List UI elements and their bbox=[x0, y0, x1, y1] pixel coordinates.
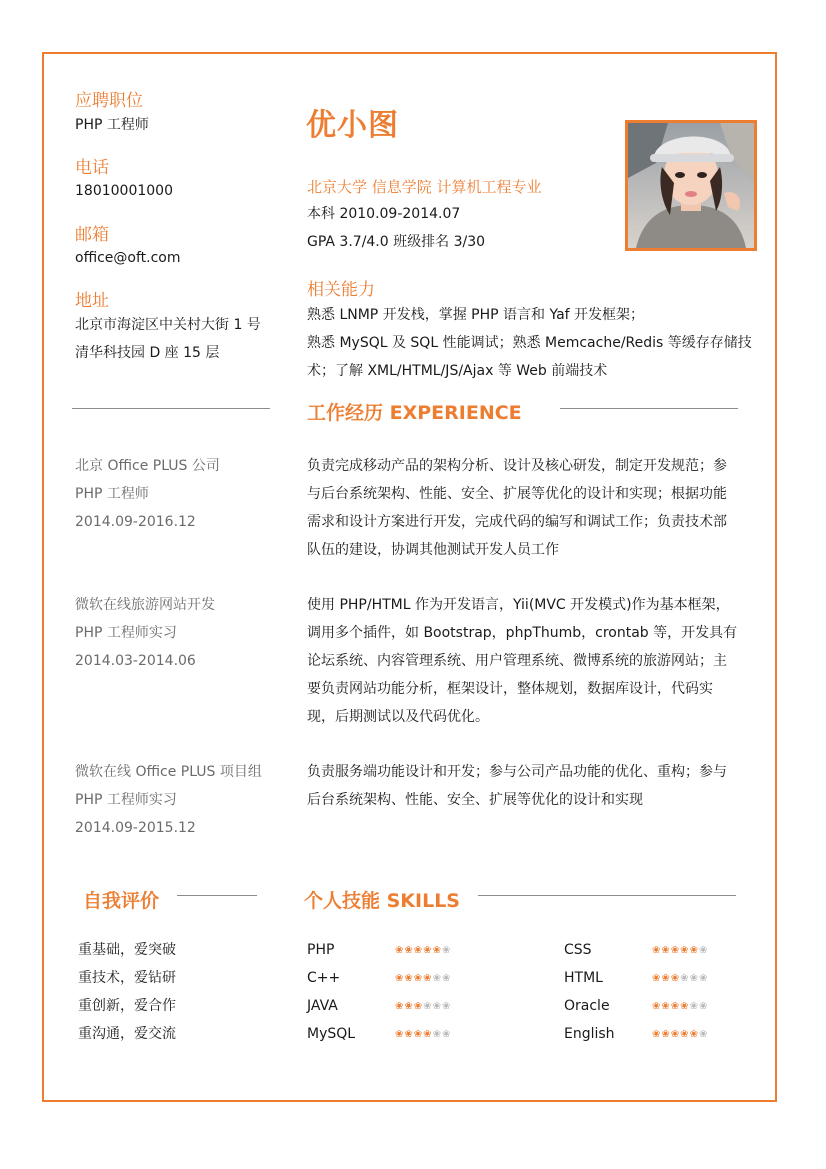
rating-empty-icon: ❀ bbox=[689, 973, 699, 984]
rating-empty-icon: ❀ bbox=[432, 973, 442, 984]
skill-java: JAVA bbox=[307, 998, 338, 1014]
self-eval-item-2: 重技术，爱钻研 bbox=[78, 970, 176, 986]
skill-mysql-rating bbox=[395, 1029, 451, 1040]
rating-filled-icon: ❀ bbox=[670, 945, 681, 956]
skill-english-rating bbox=[652, 1029, 708, 1040]
email-label: 邮箱 bbox=[75, 225, 109, 245]
gpa-line: GPA 3.7/4.0 班级排名 3/30 bbox=[307, 234, 486, 250]
exp-2-period: 2014.03-2014.06 bbox=[75, 653, 196, 669]
skills-title: 个人技能 SKILLS bbox=[304, 890, 460, 912]
rating-filled-icon: ❀ bbox=[652, 1001, 662, 1012]
skill-mysql: MySQL bbox=[307, 1026, 356, 1042]
divider-right bbox=[560, 408, 738, 409]
rating-filled-icon: ❀ bbox=[404, 945, 414, 956]
divider-left bbox=[72, 408, 270, 409]
address-line-1: 北京市海淀区中关村大街 1 号 bbox=[75, 317, 261, 333]
rating-filled-icon: ❀ bbox=[423, 1029, 433, 1040]
exp-1-period: 2014.09-2016.12 bbox=[75, 514, 196, 530]
skill-css-rating bbox=[652, 945, 708, 956]
rating-filled-icon: ❀ bbox=[413, 1029, 424, 1040]
rating-filled-icon: ❀ bbox=[395, 945, 405, 956]
self-eval-item-3: 重创新，爱合作 bbox=[78, 998, 176, 1014]
exp-1-description: 负责完成移动产品的架构分析、设计及核心研发，制定开发规范；参与后台系统架构、性能、安全、扩展等优化的设计和实现；根据功能需求和设计方案进行开发，完成代码的编写和调试工作；负责技术部队伍的建设，协调其他测试开发人员工作 bbox=[307, 458, 727, 558]
rating-filled-icon: ❀ bbox=[423, 973, 433, 984]
skill-php: PHP bbox=[307, 942, 335, 958]
ability-line-2: 熟悉 MySQL 及 SQL 性能调试；熟悉 Memcache/Redis 等缓存存储技 bbox=[307, 335, 752, 351]
address-line-2: 清华科技园 D 座 15 层 bbox=[75, 345, 220, 361]
phone-value: 18010001000 bbox=[75, 183, 173, 199]
rating-empty-icon: ❀ bbox=[441, 1029, 452, 1040]
skill-cpp-rating bbox=[395, 973, 451, 984]
rating-filled-icon: ❀ bbox=[423, 945, 433, 956]
portrait-photo-icon bbox=[628, 123, 754, 248]
rating-empty-icon: ❀ bbox=[698, 973, 709, 984]
ability-line-1: 熟悉 LNMP 开发栈，掌握 PHP 语言和 Yaf 开发框架； bbox=[307, 307, 645, 323]
rating-filled-icon: ❀ bbox=[413, 945, 424, 956]
rating-filled-icon: ❀ bbox=[670, 973, 681, 984]
rating-empty-icon: ❀ bbox=[432, 1029, 442, 1040]
rating-filled-icon: ❀ bbox=[680, 1029, 690, 1040]
degree-line: 本科 2010.09-2014.07 bbox=[307, 206, 461, 222]
experience-title: 工作经历 EXPERIENCE bbox=[307, 402, 522, 424]
rating-empty-icon: ❀ bbox=[698, 945, 709, 956]
skill-java-rating bbox=[395, 1001, 451, 1012]
rating-filled-icon: ❀ bbox=[404, 1029, 414, 1040]
position-value: PHP 工程师 bbox=[75, 117, 149, 133]
rating-empty-icon: ❀ bbox=[441, 945, 452, 956]
exp-3-role: PHP 工程师实习 bbox=[75, 792, 177, 808]
exp-2-description: 使用 PHP/HTML 作为开发语言，Yii(MVC 开发模式)作为基本框架，调用多个插件，如 Bootstrap，phpThumb，crontab 等，开发具有论坛系统、内容管理系统、用户管理系统、微博系统的旅游网站；主要负责网站功能分析，框架设计，整体规划，数据库设计，代码实现，后期测试以及代码优化。 bbox=[307, 597, 738, 725]
rating-empty-icon: ❀ bbox=[698, 1029, 709, 1040]
rating-empty-icon: ❀ bbox=[432, 1001, 442, 1012]
skill-css: CSS bbox=[564, 942, 592, 958]
skill-english: English bbox=[564, 1026, 615, 1042]
phone-label: 电话 bbox=[75, 158, 109, 178]
school-line: 北京大学 信息学院 计算机工程专业 bbox=[307, 178, 542, 196]
ability-line-3: 术；了解 XML/HTML/JS/Ajax 等 Web 前端技术 bbox=[307, 363, 608, 379]
rating-empty-icon: ❀ bbox=[689, 1001, 699, 1012]
rating-filled-icon: ❀ bbox=[652, 973, 662, 984]
candidate-name: 优小图 bbox=[306, 108, 399, 143]
skill-oracle: Oracle bbox=[564, 998, 610, 1014]
rating-filled-icon: ❀ bbox=[395, 1029, 405, 1040]
rating-empty-icon: ❀ bbox=[441, 973, 452, 984]
skill-oracle-rating bbox=[652, 1001, 708, 1012]
self-eval-item-4: 重沟通，爱交流 bbox=[78, 1026, 176, 1042]
rating-empty-icon: ❀ bbox=[698, 1001, 709, 1012]
rating-filled-icon: ❀ bbox=[395, 1001, 405, 1012]
rating-filled-icon: ❀ bbox=[432, 945, 442, 956]
rating-filled-icon: ❀ bbox=[413, 973, 424, 984]
skill-html: HTML bbox=[564, 970, 603, 986]
rating-filled-icon: ❀ bbox=[661, 945, 671, 956]
abilities-title: 相关能力 bbox=[307, 280, 375, 300]
exp-2-company: 微软在线旅游网站开发 bbox=[75, 597, 215, 613]
skill-html-rating bbox=[652, 973, 708, 984]
rating-empty-icon: ❀ bbox=[441, 1001, 452, 1012]
exp-1-company: 北京 Office PLUS 公司 bbox=[75, 458, 220, 474]
rating-filled-icon: ❀ bbox=[661, 1029, 671, 1040]
rating-filled-icon: ❀ bbox=[652, 945, 662, 956]
portrait-photo bbox=[625, 120, 757, 251]
exp-3-period: 2014.09-2015.12 bbox=[75, 820, 196, 836]
rating-empty-icon: ❀ bbox=[423, 1001, 433, 1012]
self-eval-divider bbox=[177, 895, 257, 896]
position-label: 应聘职位 bbox=[75, 91, 143, 111]
rating-filled-icon: ❀ bbox=[670, 1001, 681, 1012]
address-label: 地址 bbox=[75, 291, 109, 311]
exp-3-company: 微软在线 Office PLUS 项目组 bbox=[75, 764, 262, 780]
self-eval-item-1: 重基础，爱突破 bbox=[78, 942, 176, 958]
rating-filled-icon: ❀ bbox=[689, 1029, 699, 1040]
rating-filled-icon: ❀ bbox=[404, 1001, 414, 1012]
skill-cpp: C++ bbox=[307, 970, 341, 986]
exp-1-role: PHP 工程师 bbox=[75, 486, 149, 502]
rating-filled-icon: ❀ bbox=[404, 973, 414, 984]
rating-filled-icon: ❀ bbox=[395, 973, 405, 984]
rating-filled-icon: ❀ bbox=[670, 1029, 681, 1040]
exp-3-description: 负责服务端功能设计和开发；参与公司产品功能的优化、重构；参与后台系统架构、性能、安全、扩展等优化的设计和实现 bbox=[307, 764, 727, 808]
rating-empty-icon: ❀ bbox=[680, 973, 690, 984]
rating-filled-icon: ❀ bbox=[652, 1029, 662, 1040]
email-value: office@oft.com bbox=[75, 250, 181, 266]
rating-filled-icon: ❀ bbox=[661, 973, 671, 984]
exp-2-role: PHP 工程师实习 bbox=[75, 625, 177, 641]
rating-filled-icon: ❀ bbox=[413, 1001, 424, 1012]
self-eval-title: 自我评价 bbox=[83, 890, 160, 912]
rating-filled-icon: ❀ bbox=[680, 945, 690, 956]
rating-filled-icon: ❀ bbox=[661, 1001, 671, 1012]
skills-divider bbox=[478, 895, 736, 896]
rating-filled-icon: ❀ bbox=[689, 945, 699, 956]
rating-filled-icon: ❀ bbox=[680, 1001, 690, 1012]
skill-php-rating bbox=[395, 945, 451, 956]
